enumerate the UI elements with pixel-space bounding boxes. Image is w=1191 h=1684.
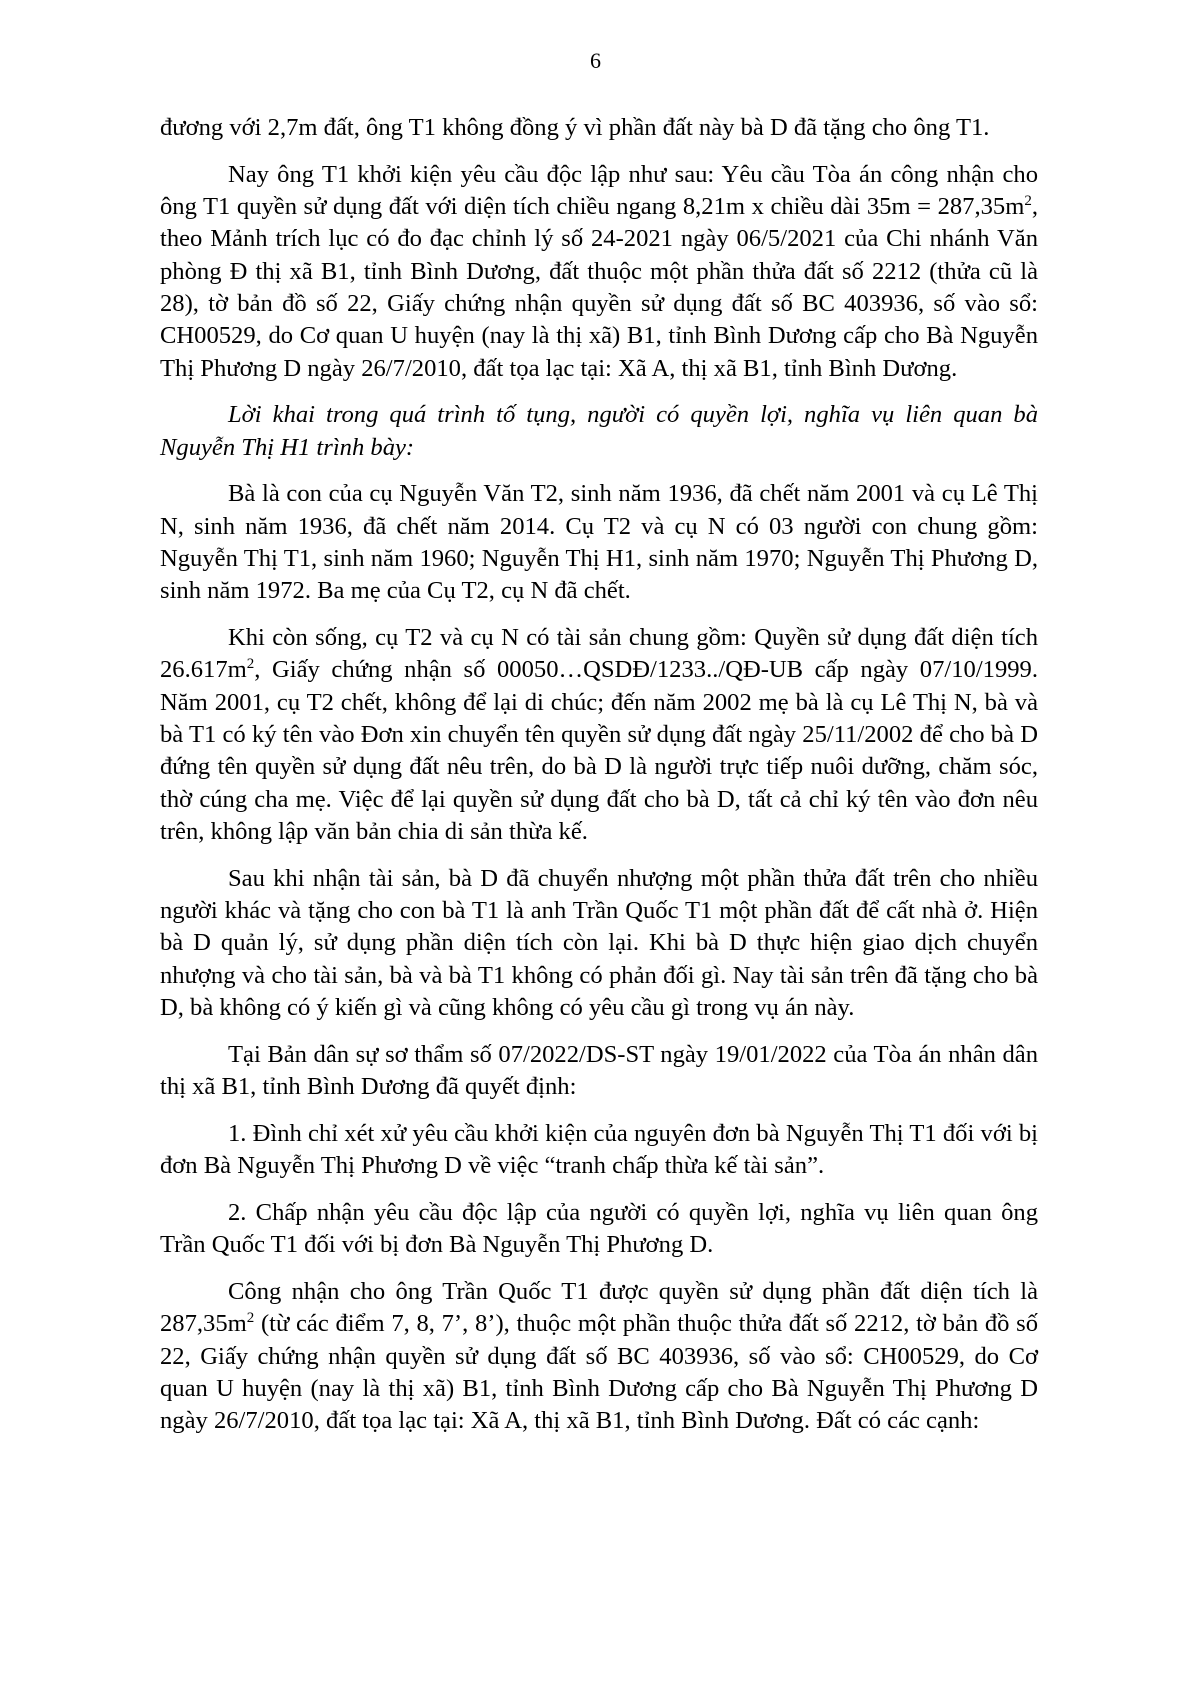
paragraph-asset-transfer [160, 863, 1038, 1024]
paragraph-text: Tại Bản dân sự sơ thẩm số 07/2022/DS-ST ngày 19/01/2022 của Tòa án nhân dân thị xã B1, tỉnh Bình Dương đã quyết định: [160, 1040, 1038, 1101]
paragraph-text: đương với 2,7m đất, ông T1 không đồng ý vì phần đất này bà D đã tặng cho ông T1. [160, 114, 990, 141]
superscript: 2 [246, 656, 255, 673]
paragraph-text: Sau khi nhận tài sản, bà D đã chuyển nhượng một phần thửa đất trên cho nhiều người khác và tặng cho con bà T1 là anh Trần Quốc T1 một phần đất để cất nhà ở. Hiện bà D quản lý, sử dụng phần diện tích còn lại. Khi bà D thực hiện giao dịch chuyển nhượng và cho tài sản, bà và bà T1 không có phản đối gì. Nay tài sản trên đã tặng cho bà D, bà không có ý kiến gì và cũng không có yêu cầu gì trong vụ án này. [160, 864, 1038, 1021]
paragraph-text: 2. Chấp nhận yêu cầu độc lập của người có quyền lợi, nghĩa vụ liên quan ông Trần Quốc T1 đối với bị đơn Bà Nguyễn Thị Phương D. [160, 1198, 1038, 1259]
paragraph-testimony-heading [160, 399, 1038, 464]
page-number: 6 [590, 48, 601, 73]
superscript: 2 [1024, 192, 1032, 209]
paragraph-family-background [160, 478, 1038, 607]
paragraph-common-assets [160, 622, 1038, 848]
paragraph-continuation [160, 112, 1038, 144]
paragraph-decision-item-1 [160, 1118, 1038, 1183]
paragraph-land-recognition [160, 1276, 1038, 1437]
paragraph-text: Lời khai trong quá trình tố tụng, người có quyền lợi, nghĩa vụ liên quan bà Nguyễn Thị H1 trình bày: [160, 401, 1038, 461]
paragraph-text: , theo Mảnh trích lục có đo đạc chỉnh lý số 24-2021 ngày 06/5/2021 của Chi nhánh Văn phòng Đ thị xã B1, tỉnh Bình Dương, đất thuộc một phần thửa đất số 2212 (thửa cũ là 28), tờ bản đồ số 22, Giấy chứng nhận quyền sử dụng đất số BC 403936, số vào sổ: CH00529, do Cơ quan U huyện (nay là thị xã) B1, tỉnh Bình Dương cấp cho Bà Nguyễn Thị Phương D ngày 26/7/2010, đất tọa lạc tại: Xã A, thị xã B1, tỉnh Bình Dương. [160, 193, 1038, 382]
paragraph-decision-item-2 [160, 1197, 1038, 1262]
paragraph-text: , Giấy chứng nhận số 00050…QSDĐ/1233../QĐ-UB cấp ngày 07/10/1999. Năm 2001, cụ T2 chết, không để lại di chúc; đến năm 2002 mẹ bà là cụ Lê Thị N, bà và bà T1 có ký tên vào Đơn xin chuyển tên quyền sử dụng đất ngày 25/11/2002 để cho bà D đứng tên quyền sử dụng đất nêu trên, do bà D là người trực tiếp nuôi dưỡng, chăm sóc, thờ cúng cha mẹ. Việc để lại quyền sử dụng đất cho bà D, tất cả chỉ ký tên vào đơn nêu trên, không lập văn bản chia di sản thừa kế. [160, 656, 1038, 845]
document-body [160, 112, 1038, 1452]
paragraph-independent-claim [160, 159, 1038, 385]
paragraph-text: Công nhận cho ông Trần Quốc T1 được quyền sử dụng phần đất diện tích là 287,35m [160, 1278, 1038, 1338]
paragraph-text: Nay ông T1 khởi kiện yêu cầu độc lập như sau: Yêu cầu Tòa án công nhận cho ông T1 quyền sử dụng đất với diện tích chiều ngang 8,21m x chiều dài 35m = 287,35m [160, 160, 1038, 221]
paragraph-text: Khi còn sống, cụ T2 và cụ N có tài sản chung gồm: Quyền sử dụng đất diện tích 26.617m [160, 624, 1038, 684]
paragraph-text: Bà là con của cụ Nguyễn Văn T2, sinh năm 1936, đã chết năm 2001 và cụ Lê Thị N, sinh năm 1936, đã chết năm 2014. Cụ T2 và cụ N có 03 người con chung gồm: Nguyễn Thị T1, sinh năm 1960; Nguyễn Thị H1, sinh năm 1970; Nguyễn Thị Phương D, sinh năm 1972. Ba mẹ của Cụ T2, cụ N đã chết. [160, 480, 1038, 605]
paragraph-text: (từ các điểm 7, 8, 7’, 8’), thuộc một phần thuộc thửa đất số 2212, tờ bản đồ số 22, Giấy chứng nhận quyền sử dụng đất số BC 403936, số vào sổ: CH00529, do Cơ quan U huyện (nay là thị xã) B1, tỉnh Bình Dương cấp cho Bà Nguyễn Thị Phương D ngày 26/7/2010, đất tọa lạc tại: Xã A, thị xã B1, tỉnh Bình Dương. Đất có các cạnh: [160, 1310, 1038, 1435]
paragraph-text: 1. Đình chỉ xét xử yêu cầu khởi kiện của nguyên đơn bà Nguyễn Thị T1 đối với bị đơn Bà Nguyễn Thị Phương D về việc “tranh chấp thừa kế tài sản”. [160, 1119, 1038, 1180]
superscript: 2 [246, 1310, 255, 1327]
paragraph-first-instance-judgment [160, 1039, 1038, 1104]
